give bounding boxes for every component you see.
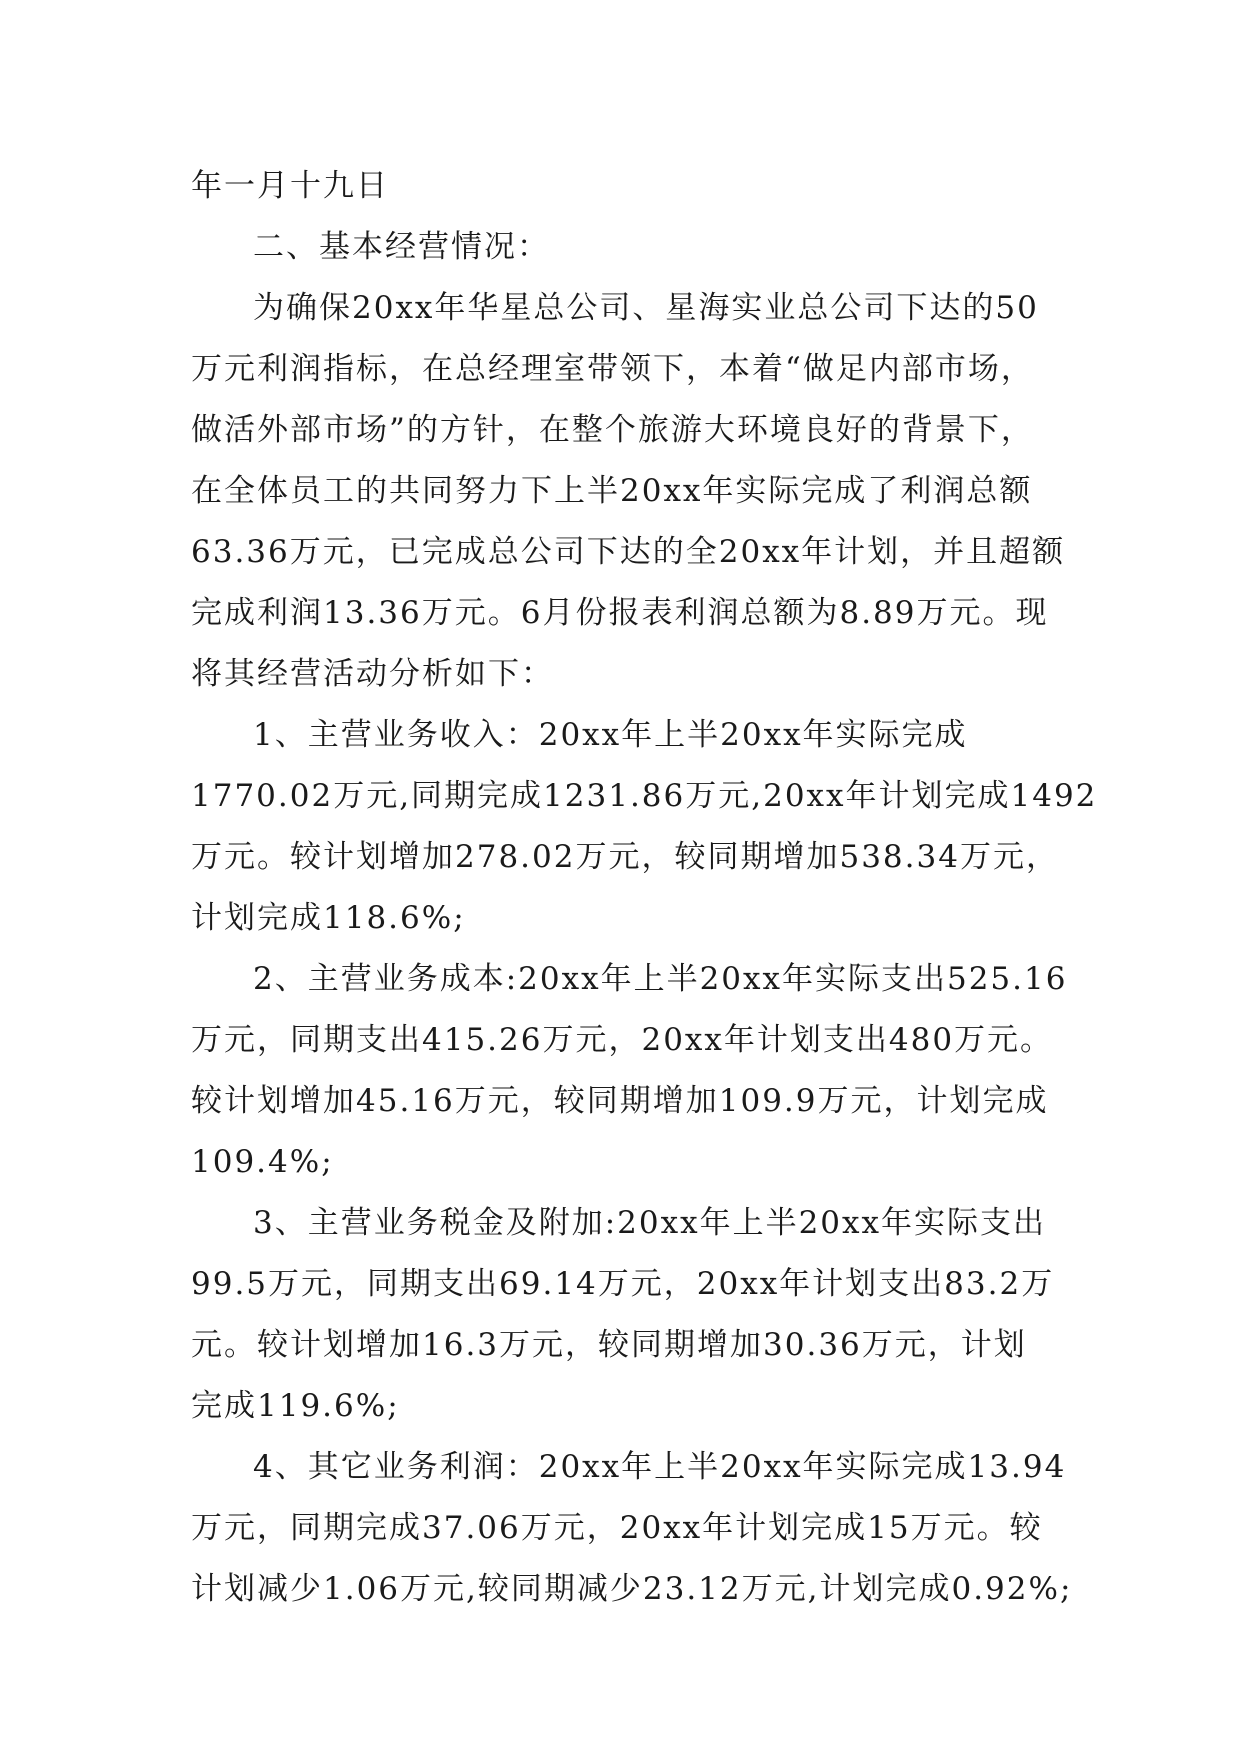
paragraph-intro-line-3: 做活外部市场”的方针，在整个旅游大环境良好的背景下，	[191, 412, 1034, 448]
item-1-line-2: 1770.02万元,同期完成1231.86万元,20xx年计划完成1492	[191, 778, 1098, 814]
item-3-line-4: 完成119.6%;	[191, 1388, 400, 1424]
item-2-line-1: 2、主营业务成本:20xx年上半20xx年实际支出525.16	[253, 961, 1068, 997]
item-2-line-3: 较计划增加45.16万元，较同期增加109.9万元，计划完成	[191, 1083, 1049, 1119]
paragraph-intro-line-2: 万元利润指标，在总经理室带领下，本着“做足内部市场，	[191, 351, 1034, 387]
item-2-line-4: 109.4%;	[191, 1144, 334, 1180]
item-1-line-3: 万元。较计划增加278.02万元，较同期增加538.34万元，	[191, 839, 1059, 875]
item-1-line-1: 1、主营业务收入：20xx年上半20xx年实际完成	[253, 717, 968, 753]
paragraph-intro-line-4: 在全体员工的共同努力下上半20xx年实际完成了利润总额	[191, 473, 1033, 509]
paragraph-intro-line-6: 完成利润13.36万元。6月份报表利润总额为8.89万元。现	[191, 595, 1049, 631]
item-3-line-1: 3、主营业务税金及附加:20xx年上半20xx年实际支出	[253, 1205, 1046, 1241]
section-heading-basic-operations: 二、基本经营情况：	[253, 229, 550, 265]
paragraph-intro-line-5: 63.36万元，已完成总公司下达的全20xx年计划，并且超额	[191, 534, 1066, 570]
item-1-line-4: 计划完成118.6%;	[191, 900, 466, 936]
item-4-line-1: 4、其它业务利润：20xx年上半20xx年实际完成13.94	[253, 1449, 1067, 1485]
item-4-line-2: 万元，同期完成37.06万元，20xx年计划完成15万元。较	[191, 1510, 1043, 1546]
paragraph-intro-line-1: 为确保20xx年华星总公司、星海实业总公司下达的50	[253, 290, 1039, 326]
item-3-line-3: 元。较计划增加16.3万元，较同期增加30.36万元，计划	[191, 1327, 1027, 1363]
item-3-line-2: 99.5万元，同期支出69.14万元，20xx年计划支出83.2万	[191, 1266, 1055, 1302]
item-2-line-2: 万元，同期支出415.26万元，20xx年计划支出480万元。	[191, 1022, 1054, 1058]
text-line-date: 年一月十九日	[191, 168, 389, 204]
paragraph-intro-line-7: 将其经营活动分析如下：	[191, 656, 554, 692]
document-page	[191, 156, 1098, 1620]
item-4-line-3: 计划减少1.06万元,较同期减少23.12万元,计划完成0.92%;	[191, 1571, 1073, 1607]
